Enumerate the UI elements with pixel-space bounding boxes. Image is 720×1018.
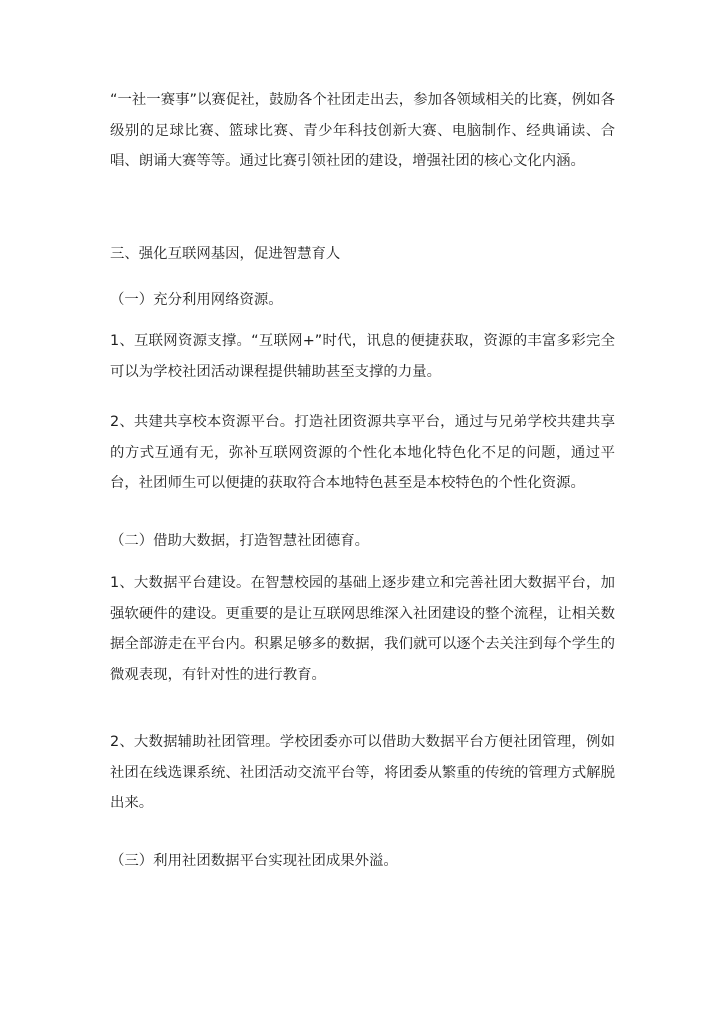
paragraph-competitions: “一社一赛事”以赛促社，鼓励各个社团走出去，参加各领域相关的比赛，例如各级别的足球比赛、篮球比赛、青少年科技创新大赛、电脑制作、经典诵读、合唱、朗诵大赛等等。通过比赛引领社团的建设，增强社团的核心文化内涵。: [110, 92, 615, 170]
subsection-heading-2: （二）借助大数据，打造智慧社团德育。: [110, 533, 370, 549]
subsection-heading-3: （三）利用社团数据平台实现社团成果外溢。: [110, 853, 398, 869]
paragraph-shared-platform: 2、共建共享校本资源平台。打造社团资源共享平台，通过与兄弟学校共建共享的方式互通有无，弥补互联网资源的个性化本地化特色化不足的问题，通过平台，社团师生可以便捷的获取符合本地特色甚至是本校特色的个性化资源。: [110, 414, 615, 492]
paragraph-big-data-platform: 1、大数据平台建设。在智慧校园的基础上逐步建立和完善社团大数据平台，加强软硬件的建设。更重要的是让互联网思维深入社团建设的整个流程，让相关数据全部游走在平台内。积累足够多的数据，我们就可以逐个去关注到每个学生的微观表现，有针对性的进行教育。: [110, 575, 615, 683]
section-heading-3: 三、强化互联网基因，促进智慧育人: [110, 246, 341, 262]
paragraph-big-data-management: 2、大数据辅助社团管理。学校团委亦可以借助大数据平台方便社团管理，例如社团在线选课系统、社团活动交流平台等，将团委从繁重的传统的管理方式解脱出来。: [110, 734, 615, 812]
subsection-heading-1: （一）充分利用网络资源。: [110, 292, 283, 308]
paragraph-internet-resources: 1、互联网资源支撑。“互联网+”时代，讯息的便捷获取，资源的丰富多彩完全可以为学校社团活动课程提供辅助甚至支撑的力量。: [110, 333, 615, 380]
